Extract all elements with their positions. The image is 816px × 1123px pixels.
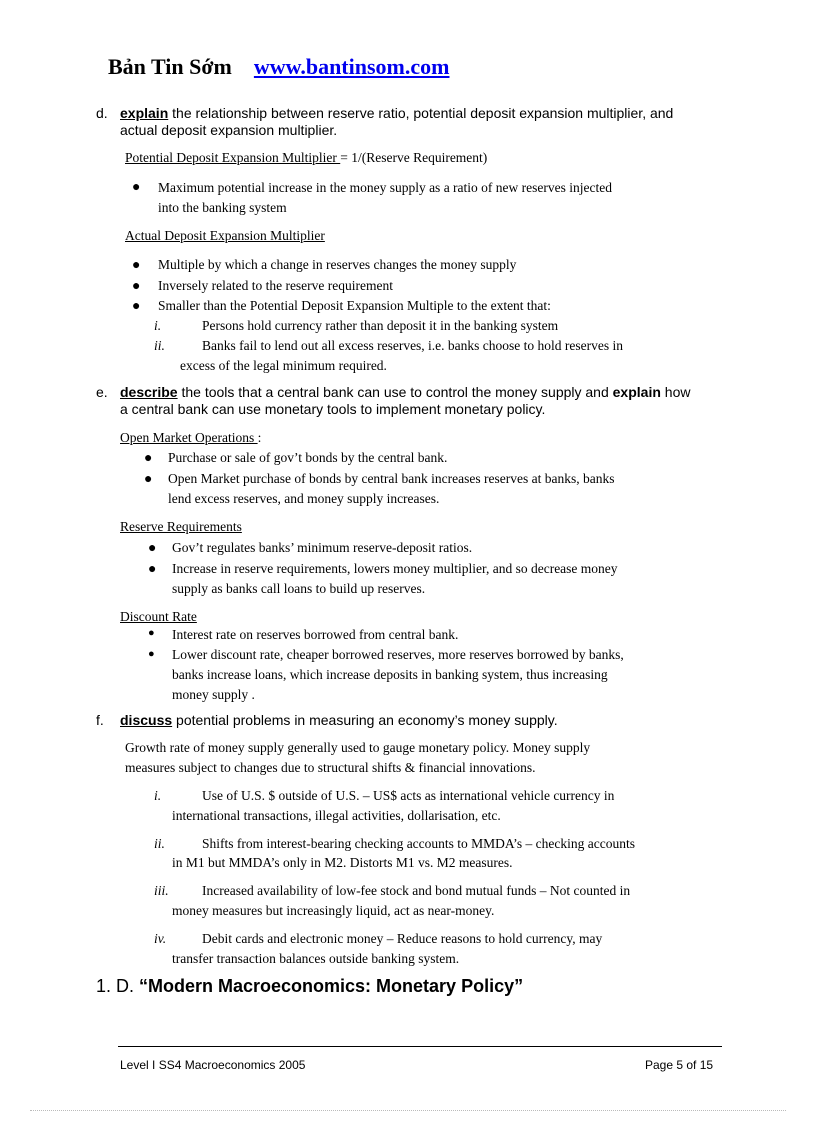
command-word: describe <box>120 384 178 400</box>
subheading: Potential Deposit Expansion Multiplier <box>125 150 341 165</box>
section-title-text: “Modern Macroeconomics: Monetary Policy” <box>139 976 524 996</box>
page-header <box>108 54 449 80</box>
list-item: Shifts from interest-bearing checking accounts to MMDA’s – checking accounts <box>202 836 636 851</box>
objective-text-cont: actual deposit expansion multiplier. <box>120 122 338 138</box>
list-item: Banks fail to lend out all excess reserves, i.e. banks choose to hold reserves in <box>202 338 624 353</box>
potential-multiplier-heading <box>125 148 487 168</box>
omo-heading <box>120 428 261 448</box>
bullet-icon: ● <box>148 627 155 639</box>
actual-multiplier-heading: Actual Deposit Expansion Multiplier <box>125 228 325 243</box>
page-edge-divider <box>30 1110 786 1111</box>
list-item-cont: in M1 but MMDA’s only in M2. Distorts M1 vs. M2 measures. <box>172 855 513 870</box>
list-item-text: Increase in reserve requirements, lowers money multiplier, and so decrease money <box>172 561 618 576</box>
discount-heading: Discount Rate <box>120 609 197 624</box>
objective-text-cont: a central bank can use monetary tools to implement monetary policy. <box>120 401 546 417</box>
subheading: Open Market Operations <box>120 430 258 445</box>
command-word: discuss <box>120 712 173 728</box>
bullet-icon: ● <box>148 539 157 555</box>
list-item-text: money supply . <box>172 687 255 702</box>
section-number: 1. D. <box>96 976 140 996</box>
footer-divider <box>118 1046 722 1047</box>
roman-label: i. <box>154 318 162 333</box>
objective-text: the tools that a central bank can use to control the money supply and <box>177 384 613 400</box>
item-letter: f. <box>96 712 104 728</box>
list-item-text: lend excess reserves, and money supply increases. <box>168 491 440 506</box>
list-item-cont: money measures but increasingly liquid, act as near-money. <box>172 903 495 918</box>
paragraph-text: Growth rate of money supply generally used to gauge monetary policy. Money supply <box>125 740 591 755</box>
list-item: Inversely related to the reserve requirement <box>158 278 394 293</box>
list-item-text: supply as banks call loans to build up reserves. <box>172 581 426 596</box>
list-item-text: into the banking system <box>158 200 287 215</box>
list-item-cont: international transactions, illegal activities, dollarisation, etc. <box>172 808 501 823</box>
bullet-icon: ● <box>144 470 153 486</box>
subheading-colon: : <box>257 430 262 445</box>
list-item <box>172 645 624 705</box>
objective-text: how <box>660 384 691 400</box>
roman-label: i. <box>154 788 162 803</box>
footer-left: Level I SS4 Macroeconomics 2005 <box>120 1058 306 1072</box>
list-item-text: Maximum potential increase in the money supply as a ratio of new reserves injected <box>158 180 612 195</box>
site-link[interactable]: www.bantinsom.com <box>253 54 450 79</box>
item-letter: e. <box>96 384 108 400</box>
command-word-2: explain <box>612 384 661 400</box>
list-item-text: Open Market purchase of bonds by central bank increases reserves at banks, banks <box>168 471 615 486</box>
bullet-icon: ● <box>148 648 155 660</box>
bullet-icon: ● <box>132 178 141 194</box>
section-title <box>96 976 523 997</box>
bullet-icon: ● <box>132 277 141 293</box>
roman-label: ii. <box>154 836 165 851</box>
intro-paragraph <box>125 738 590 778</box>
list-item: Multiple by which a change in reserves changes the money supply <box>158 257 517 272</box>
list-item: Increased availability of low-fee stock and bond mutual funds – Not counted in <box>202 883 631 898</box>
list-item-cont: excess of the legal minimum required. <box>180 358 387 373</box>
list-item: Interest rate on reserves borrowed from central bank. <box>172 627 459 642</box>
bullet-icon: ● <box>132 256 141 272</box>
list-item: Debit cards and electronic money – Reduce reasons to hold currency, may <box>202 931 603 946</box>
list-item-cont: transfer transaction balances outside banking system. <box>172 951 460 966</box>
list-item: Smaller than the Potential Deposit Expansion Multiple to the extent that: <box>158 298 551 313</box>
objective-d <box>96 105 736 139</box>
formula: = 1/(Reserve Requirement) <box>340 150 488 165</box>
list-item: Gov’t regulates banks’ minimum reserve-deposit ratios. <box>172 540 473 555</box>
paragraph-text: measures subject to changes due to structural shifts & financial innovations. <box>125 760 536 775</box>
objective-text: potential problems in measuring an economy’s money supply. <box>172 712 558 728</box>
bullet-icon: ● <box>148 560 157 576</box>
page-number: Page 5 of 15 <box>645 1058 714 1072</box>
list-item: Use of U.S. $ outside of U.S. – US$ acts as international vehicle currency in <box>202 788 615 803</box>
roman-label: ii. <box>154 338 165 353</box>
roman-label: iii. <box>154 883 169 898</box>
bullet-icon: ● <box>132 297 141 313</box>
list-item: Persons hold currency rather than deposit it in the banking system <box>202 318 559 333</box>
objective-text: the relationship between reserve ratio, potential deposit expansion multiplier, and <box>168 105 674 121</box>
list-item <box>172 559 618 599</box>
rr-heading: Reserve Requirements <box>120 519 242 534</box>
list-item <box>168 469 614 509</box>
roman-label: iv. <box>154 931 167 946</box>
objective-f <box>96 712 736 729</box>
list-item: Purchase or sale of gov’t bonds by the central bank. <box>168 450 448 465</box>
objective-e <box>96 384 736 418</box>
command-word: explain <box>120 105 169 121</box>
list-item-text: banks increase loans, which increase deposits in banking system, thus increasing <box>172 667 608 682</box>
list-item-text: Lower discount rate, cheaper borrowed reserves, more reserves borrowed by banks, <box>172 647 624 662</box>
brand-name: Bản Tin Sớm <box>108 54 232 79</box>
list-item <box>158 178 612 218</box>
item-letter: d. <box>96 105 108 121</box>
bullet-icon: ● <box>144 449 153 465</box>
